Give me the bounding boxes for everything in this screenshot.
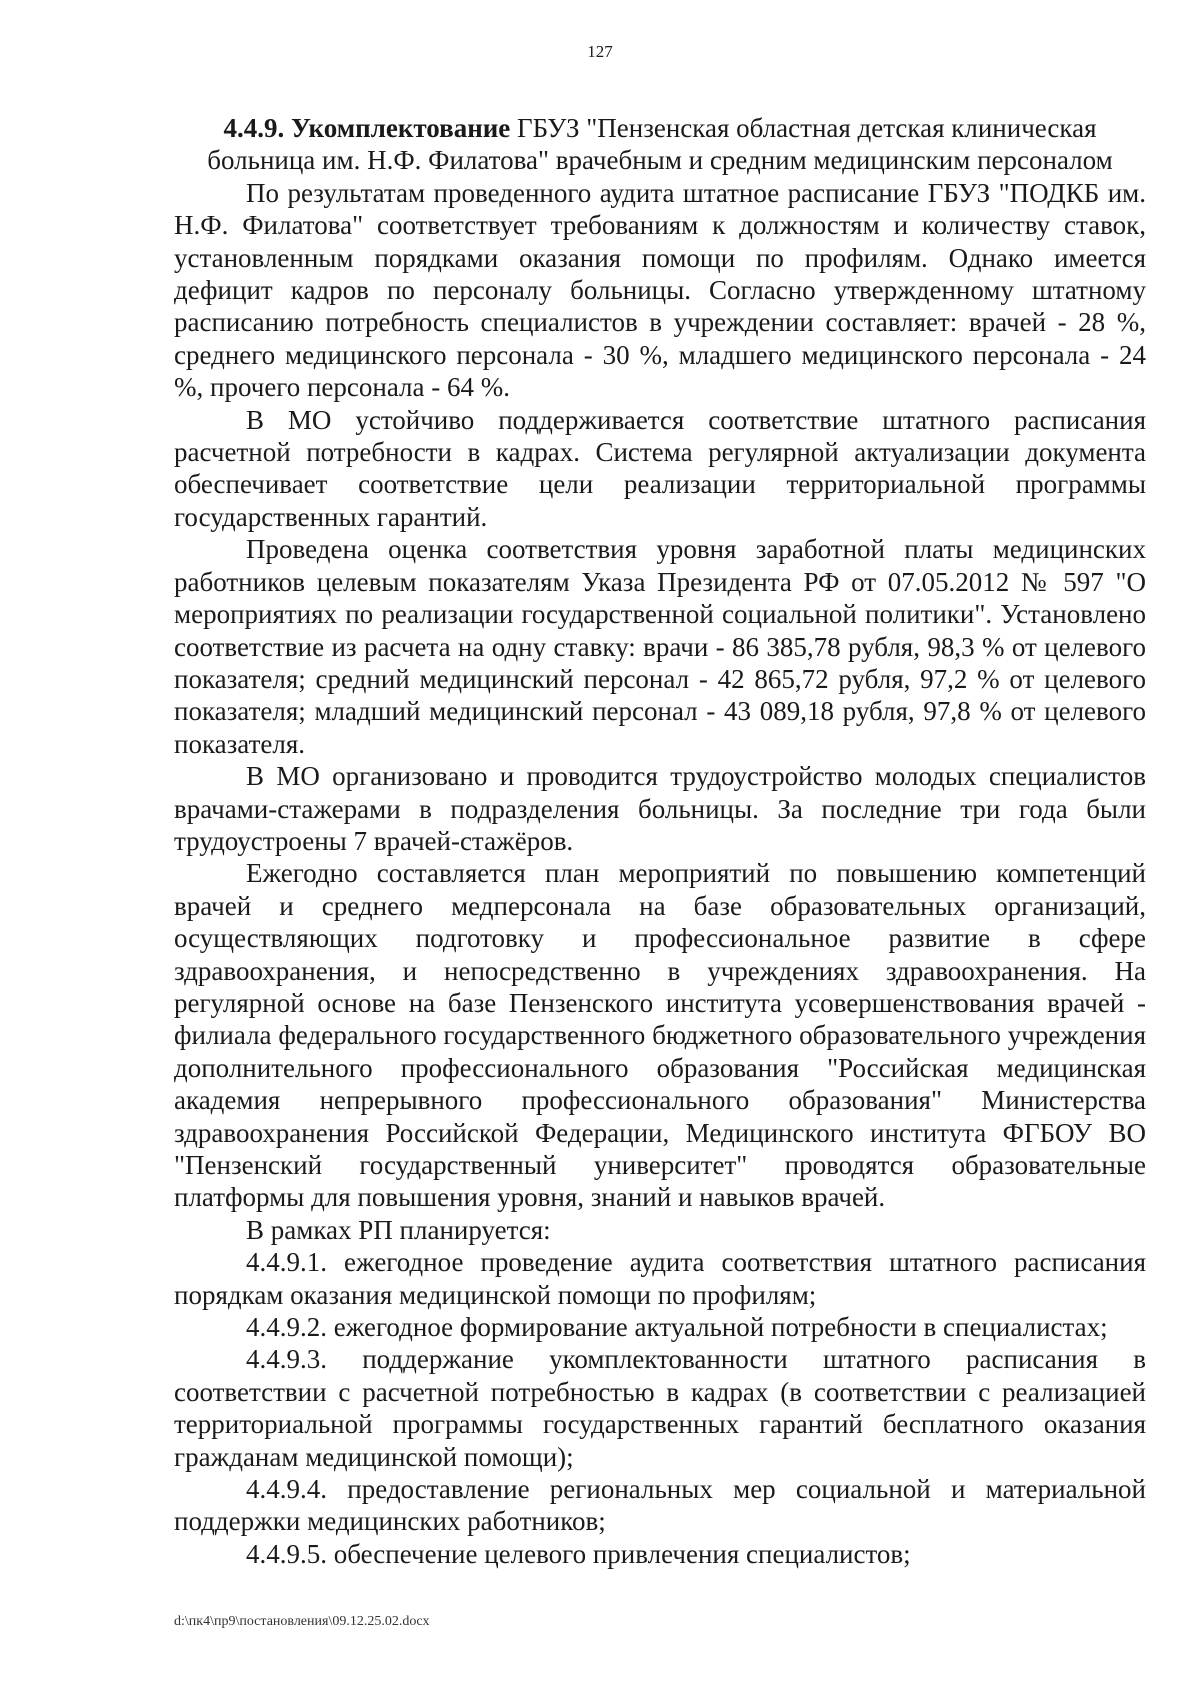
list-item-4-4-9-3: 4.4.9.3. поддержание укомплектованности штатного расписания в соответствии с расчетной потребностью в кадрах (в соответствии с реализацией территориальной программы государственных гарантий бесплатного оказания гражданам медицинской помощи); bbox=[174, 1344, 1146, 1472]
page-number: 127 bbox=[587, 42, 613, 61]
document-body bbox=[174, 112, 1146, 1570]
paragraph-audit: По результатам проведенного аудита штатное расписание ГБУЗ "ПОДКБ им. Н.Ф. Филатова" соответствует требованиям к должностям и количеству ставок, установленным порядками оказания помощи по профилям. Однако имеется дефицит кадров по персоналу больницы. Согласно утвержденному штатному расписанию потребность специалистов в учреждении составляет: врачей - 28 %, среднего медицинского персонала - 30 %, младшего медицинского персонала - 24 %, прочего персонала - 64 %. bbox=[174, 177, 1146, 403]
footer-file-path: d:\пк4\пр9\постановления\09.12.25.02.docx bbox=[174, 1614, 430, 1629]
section-heading bbox=[174, 112, 1146, 177]
list-item-4-4-9-5: 4.4.9.5. обеспечение целевого привлечения специалистов; bbox=[246, 1538, 911, 1569]
list-item-4-4-9-1: 4.4.9.1. ежегодное проведение аудита соответствия штатного расписания порядкам оказания медицинской помощи по профилям; bbox=[174, 1247, 1146, 1310]
paragraph-training-plan: Ежегодно составляется план мероприятий по повышению компетенций врачей и среднего медперсонала на базе образовательных организаций, осуществляющих подготовку и профессиональное развитие в сфере здравоохранения, и непосредственно в учреждениях здравоохранения. На регулярной основе на базе Пензенского института усовершенствования врачей - филиала федерального государственного бюджетного образовательного учреждения дополнительного профессионального образования "Российская медицинская академия непрерывного профессионального образования" Министерства здравоохранения Российской Федерации, Медицинского института ФГБОУ ВО "Пензенский государственный университет" проводятся образовательные платформы для повышения уровня, знаний и навыков врачей. bbox=[174, 858, 1146, 1213]
paragraph-young-specialists: В МО организовано и проводится трудоустройство молодых специалистов врачами-стажерами в подразделения больницы. За последние три года были трудоустроены 7 врачей-стажёров. bbox=[174, 761, 1146, 856]
list-item-4-4-9-2: 4.4.9.2. ежегодное формирование актуальной потребности в специалистах; bbox=[246, 1312, 1108, 1343]
paragraph-plan-intro: В рамках РП планируется: bbox=[246, 1214, 551, 1245]
paragraph-salary-assessment: Проведена оценка соответствия уровня заработной платы медицинских работников целевым показателям Указа Президента РФ от 07.05.2012 № 597 "О мероприятиях по реализации государственной социальной политики". Установлено соответствие из расчета на одну ставку: врачи - 86 385,78 рубля, 98,3 % от целевого показателя; средний медицинский персонал - 42 865,72 рубля, 97,2 % от целевого показателя; младший медицинский персонал - 43 089,18 рубля, 97,8 % от целевого показателя. bbox=[174, 534, 1146, 759]
list-item-4-4-9-4: 4.4.9.4. предоставление региональных мер социальной и материальной поддержки медицинских работников; bbox=[174, 1474, 1146, 1537]
section-heading-number: 4.4.9. Укомплектование bbox=[223, 113, 511, 143]
paragraph-staffing-compliance: В МО устойчиво поддерживается соответствие штатного расписания расчетной потребности в кадрах. Система регулярной актуализации документа обеспечивает соответствие цели реализации территориальной программы государственных гарантий. bbox=[174, 404, 1146, 532]
section-heading-text: ГБУЗ "Пензенская областная детская клиническая больница им. Н.Ф. Филатова" врачебным и средним медицинским персоналом bbox=[207, 113, 1113, 176]
